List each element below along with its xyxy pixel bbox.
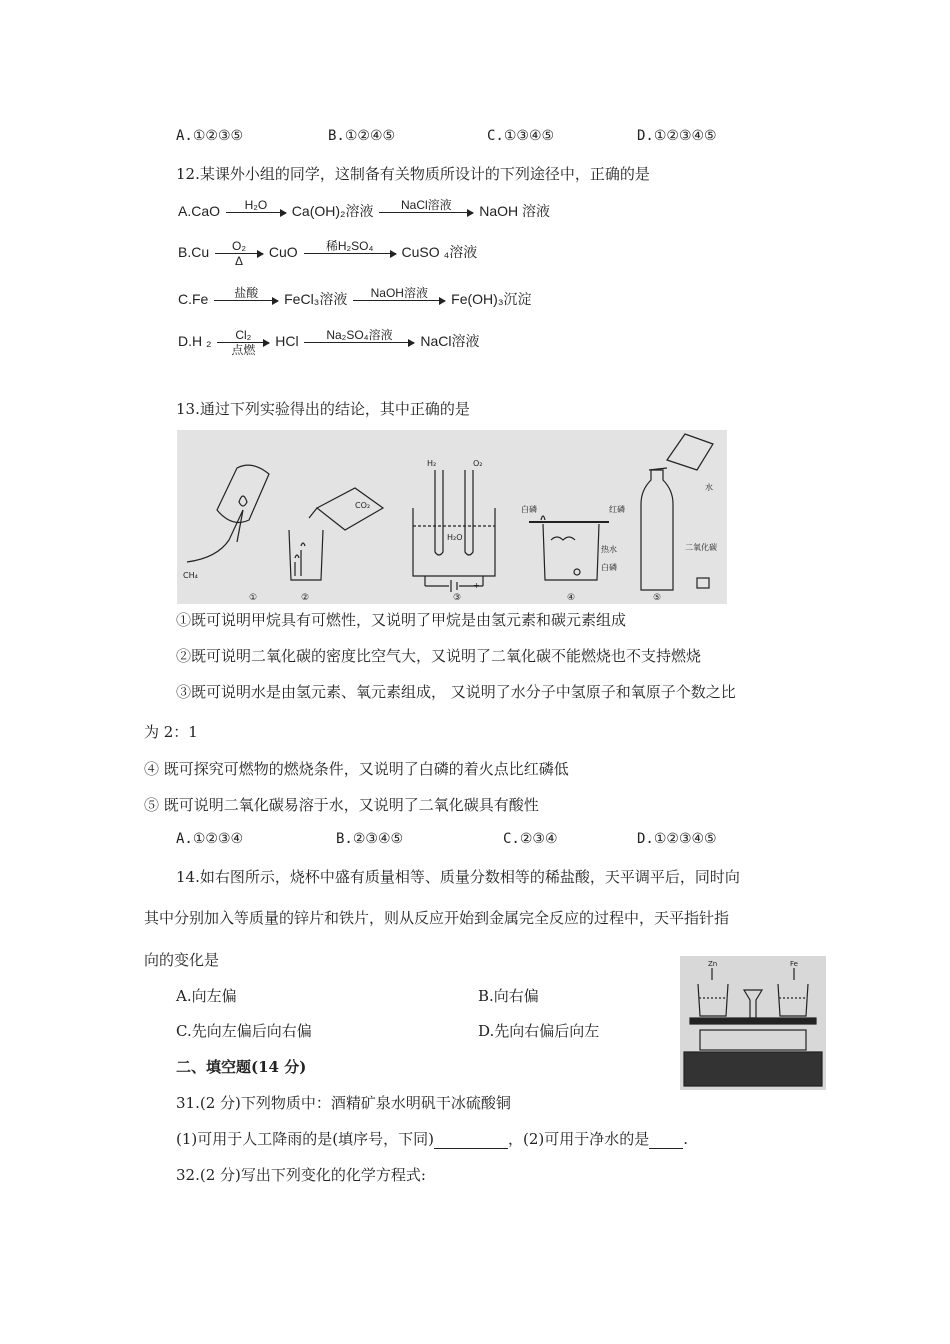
label-shui: 水 [705, 483, 713, 492]
q11-option-c: C.①③④⑤ [487, 128, 555, 144]
label-h2o: H₂O [447, 533, 463, 542]
label-reshui: 热水 [601, 545, 617, 554]
label-ch4: CH₄ [183, 571, 198, 580]
label-n2: ② [301, 593, 310, 603]
q12-c-start: C.Fe [178, 291, 209, 308]
q12-stem: 12.某课外小组的同学，这制备有关物质所设计的下列途径中，正确的是 [176, 165, 650, 183]
q12-a-arrow1 [226, 198, 286, 227]
label-co2: CO₂ [355, 501, 371, 510]
q12-b-start: B.Cu [178, 244, 210, 261]
q14-option-a: A.向左偏 [176, 987, 237, 1005]
label-n5: ⑤ [653, 593, 662, 603]
q12-b-end: CuSO ₄溶液 [401, 244, 478, 261]
q12-d-arrow1-top: Cl₂ [235, 328, 252, 342]
q12-d-arrow1 [217, 328, 269, 357]
q12-c-arrow1 [214, 286, 278, 315]
label-zn: Zn [708, 960, 718, 968]
q12-option-a [178, 198, 550, 227]
q12-c-arrow1-top: 盐酸 [234, 286, 259, 300]
label-bailin2: 白磷 [601, 563, 617, 572]
q14-line-2: 其中分别加入等质量的锌片和铁片，则从反应开始到金属完全反应的过程中，天平指针指 [144, 909, 730, 927]
q13-statement-3a: ③既可说明水是由氢元素、氧元素组成， 又说明了水分子中氢原子和氧原子个数之比 [176, 683, 736, 701]
q12-b-arrow1 [215, 239, 263, 268]
experiment-1-methane [183, 465, 269, 603]
label-n3: ③ [453, 593, 462, 603]
q31-blank-1[interactable] [434, 1130, 508, 1149]
q13-option-d: D.①②③④⑤ [637, 831, 717, 847]
q13-statement-1: ①既可说明甲烷具有可燃性，又说明了甲烷是由氢元素和碳元素组成 [176, 611, 627, 629]
q11-option-b: B.①②④⑤ [328, 128, 396, 144]
q13-statement-5: ⑤ 既可说明二氧化碳易溶于水，又说明了二氧化碳具有酸性 [144, 796, 539, 814]
q14-line-3: 向的变化是 [144, 951, 220, 969]
q12-a-arrow2-top: NaCl溶液 [401, 198, 452, 212]
q12-d-arrow2 [304, 328, 414, 357]
q12-d-mid: HCl [275, 333, 299, 350]
q11-option-d: D.①②③④⑤ [637, 128, 717, 144]
q12-b-arrow1-top: O₂ [232, 239, 247, 253]
q12-d-end: NaCl溶液 [420, 333, 480, 350]
q12-a-start: A.CaO [178, 203, 221, 220]
q31-subquestions [176, 1128, 688, 1149]
q12-d-arrow2-top: Na₂SO₄溶液 [326, 328, 393, 342]
q13-statement-4: ④ 既可探究可燃物的燃烧条件，又说明了白磷的着火点比红磷低 [144, 760, 569, 778]
q12-a-end: NaOH 溶液 [479, 203, 551, 220]
q12-c-arrow2-top: NaOH溶液 [370, 286, 428, 300]
q12-a-arrow1-top: H₂O [244, 198, 268, 212]
experiment-4-combustion [521, 504, 625, 603]
q14-line-1: 14.如右图所示，烧杯中盛有质量相等、质量分数相等的稀盐酸，天平调平后，同时向 [176, 868, 740, 886]
q13-statement-2: ②既可说明二氧化碳的密度比空气大，又说明了二氧化碳不能燃烧也不支持燃烧 [176, 647, 702, 665]
section-2-heading: 二、填空题(14 分) [176, 1058, 307, 1076]
q14-option-c: C.先向左偏后向右偏 [176, 1022, 312, 1040]
q31-sub-b: ，(2)可用于净水的是 [507, 1130, 650, 1148]
experiment-2-co2 [289, 488, 383, 603]
q12-b-arrow2 [304, 239, 396, 268]
label-o2: O₂ [473, 459, 483, 468]
q13-option-c: C.②③④ [503, 831, 558, 847]
q13-option-b: B.②③④⑤ [336, 831, 404, 847]
q12-option-c [178, 286, 532, 315]
q31-sub-a: (1)可用于人工降雨的是(填序号，下同) [176, 1130, 434, 1148]
q12-c-mid: FeCl₃溶液 [284, 291, 348, 308]
q12-option-b [178, 239, 477, 268]
label-minus: - [431, 581, 434, 590]
label-eryanghuatan: 二氧化碳 [685, 543, 717, 552]
label-h2: H₂ [427, 459, 437, 468]
label-plus: + [473, 581, 480, 590]
q11-option-a: A.①②③⑤ [176, 128, 244, 144]
q12-a-arrow2 [379, 198, 473, 227]
experiment-5-bottle [641, 434, 717, 603]
q32-stem: 32.(2 分)写出下列变化的化学方程式: [176, 1166, 426, 1184]
q13-option-a: A.①②③④ [176, 831, 244, 847]
q12-c-arrow2 [353, 286, 445, 315]
label-fe: Fe [790, 960, 798, 968]
q12-c-end: Fe(OH)₃沉淀 [451, 291, 532, 308]
label-bailin: 白磷 [521, 505, 537, 514]
q12-b-arrow1-bot: Δ [235, 254, 244, 268]
label-n4: ④ [567, 593, 576, 603]
q13-statement-3b: 为 2：1 [144, 723, 198, 741]
q12-d-arrow1-bot: 点燃 [231, 343, 256, 357]
q14-option-d: D.先向右偏后向左 [478, 1022, 600, 1040]
q12-b-mid: CuO [268, 244, 298, 261]
q12-a-mid: Ca(OH)₂溶液 [291, 203, 374, 220]
experiment-3-electrolysis [413, 459, 495, 603]
label-n1: ① [249, 593, 258, 603]
q31-stem: 31.(2 分)下列物质中：酒精矿泉水明矾干冰硫酸铜 [176, 1094, 511, 1112]
q12-option-d [178, 328, 479, 357]
q31-end: . [683, 1130, 688, 1148]
q13-experiment-figure [177, 430, 727, 604]
q12-d-start: D.H ₂ [178, 333, 212, 350]
q13-stem: 13.通过下列实验得出的结论，其中正确的是 [176, 400, 470, 418]
q12-b-arrow2-top: 稀H₂SO₄ [325, 239, 374, 253]
q14-balance-figure [680, 956, 826, 1090]
q31-blank-2[interactable] [649, 1130, 683, 1149]
label-honglin: 红磷 [609, 505, 625, 514]
q14-option-b: B.向右偏 [478, 987, 539, 1005]
